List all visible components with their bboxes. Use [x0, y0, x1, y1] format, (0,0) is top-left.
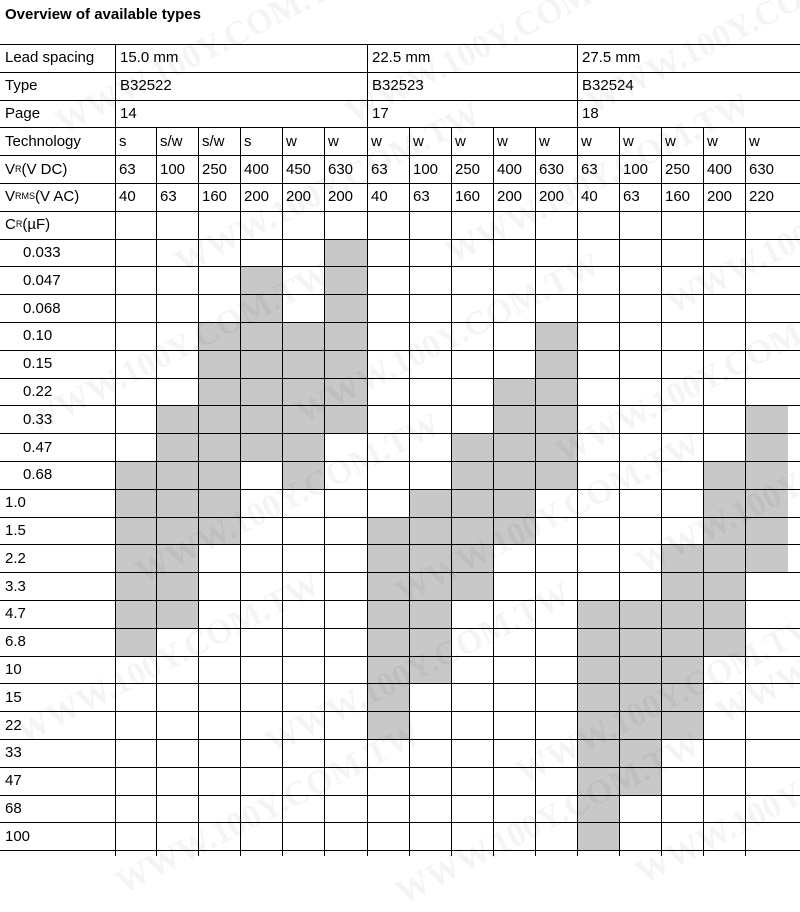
lead-spacing-label: Lead spacing [5, 49, 95, 67]
group-lead-spacing: 15.0 mm [120, 49, 179, 67]
capacitance-value: 0.033 [23, 243, 61, 261]
page-label: Page [5, 104, 41, 122]
group-type: B32523 [372, 77, 424, 95]
rated-voltage-cell: 630 [749, 160, 775, 178]
rms-voltage-label-unit: (V AC) [35, 188, 80, 206]
table-grid [0, 44, 800, 856]
technology-cell: w [665, 132, 676, 150]
rms-voltage-cell: 200 [707, 188, 733, 206]
rms-voltage-cell: 63 [413, 188, 430, 206]
rated-voltage-label-symbol: V [5, 160, 16, 178]
capacitance-value: 1.0 [5, 494, 26, 512]
rated-voltage-cell: 400 [497, 160, 523, 178]
capacitance-value: 15 [5, 688, 22, 706]
capacitance-value: 4.7 [5, 605, 26, 623]
rated-voltage-cell: 630 [328, 160, 354, 178]
capacitance-value: 3.3 [5, 577, 26, 595]
capacitance-value: 0.22 [23, 382, 53, 400]
technology-cell: w [328, 132, 339, 150]
technology-cell: w [539, 132, 550, 150]
capacitance-value: 0.068 [23, 299, 61, 317]
capacitance-value: 0.047 [23, 271, 61, 289]
capacitance-value: 2.2 [5, 549, 26, 567]
capacitance-value: 1.5 [5, 521, 26, 539]
rated-voltage-label-subscript: R [15, 163, 22, 174]
technology-cell: s [244, 132, 252, 150]
capacitance-value: 0.47 [23, 438, 53, 456]
rms-voltage-cell: 40 [371, 188, 388, 206]
group-lead-spacing: 22.5 mm [372, 49, 431, 67]
rated-voltage-cell: 250 [202, 160, 228, 178]
rms-voltage-label-symbol: V [5, 188, 16, 206]
page-title: Overview of available types [5, 6, 201, 23]
rated-voltage-cell: 450 [286, 160, 312, 178]
group-lead-spacing: 27.5 mm [582, 49, 641, 67]
technology-cell: w [623, 132, 634, 150]
capacitance-value: 100 [5, 827, 31, 845]
rms-voltage-cell: 160 [455, 188, 481, 206]
rms-voltage-cell: 40 [119, 188, 136, 206]
rated-voltage-cell: 250 [665, 160, 691, 178]
group-type: B32522 [120, 77, 172, 95]
capacitance-value: 33 [5, 744, 22, 762]
capacitance-value: 6.8 [5, 633, 26, 651]
capacitance-value: 10 [5, 660, 22, 678]
rms-voltage-cell: 200 [539, 188, 565, 206]
group-type: B32524 [582, 77, 634, 95]
types-overview-table [0, 44, 800, 856]
capacitance-value: 0.33 [23, 410, 53, 428]
technology-cell: w [413, 132, 424, 150]
technology-cell: s [119, 132, 127, 150]
rms-voltage-cell: 63 [160, 188, 177, 206]
capacitance-label-unit: (µF) [22, 216, 51, 234]
rated-voltage-cell: 400 [707, 160, 733, 178]
rated-voltage-cell: 250 [455, 160, 481, 178]
technology-cell: s/w [202, 132, 225, 150]
technology-label: Technology [5, 132, 81, 150]
technology-cell: w [707, 132, 718, 150]
technology-cell: w [581, 132, 592, 150]
group-page: 14 [120, 104, 137, 122]
rated-voltage-cell: 100 [160, 160, 186, 178]
rated-voltage-cell: 100 [623, 160, 649, 178]
technology-cell: w [749, 132, 760, 150]
rms-voltage-cell: 63 [623, 188, 640, 206]
rms-voltage-cell: 200 [328, 188, 354, 206]
technology-cell: w [455, 132, 466, 150]
type-label: Type [5, 77, 38, 95]
group-page: 17 [372, 104, 389, 122]
rms-voltage-cell: 200 [286, 188, 312, 206]
capacitance-value: 22 [5, 716, 22, 734]
rated-voltage-cell: 100 [413, 160, 439, 178]
group-page: 18 [582, 104, 599, 122]
technology-cell: w [371, 132, 382, 150]
rated-voltage-cell: 63 [371, 160, 388, 178]
capacitance-label-symbol: C [5, 216, 16, 234]
capacitance-value: 47 [5, 772, 22, 790]
rated-voltage-cell: 63 [119, 160, 136, 178]
rms-voltage-cell: 160 [665, 188, 691, 206]
rated-voltage-cell: 630 [539, 160, 565, 178]
capacitance-value: 0.15 [23, 355, 53, 373]
technology-cell: w [497, 132, 508, 150]
capacitance-label-subscript: R [15, 219, 23, 230]
rms-voltage-cell: 220 [749, 188, 775, 206]
technology-cell: w [286, 132, 297, 150]
capacitance-value: 68 [5, 799, 22, 817]
rms-voltage-cell: 40 [581, 188, 598, 206]
rated-voltage-cell: 400 [244, 160, 270, 178]
rated-voltage-cell: 63 [581, 160, 598, 178]
rms-voltage-cell: 200 [497, 188, 523, 206]
technology-cell: s/w [160, 132, 183, 150]
rms-voltage-cell: 200 [244, 188, 270, 206]
rms-voltage-cell: 160 [202, 188, 228, 206]
rms-voltage-label-subscript: RMS [15, 191, 36, 202]
capacitance-value: 0.68 [23, 466, 53, 484]
rated-voltage-label-unit: (V DC) [21, 160, 68, 178]
capacitance-value: 0.10 [23, 327, 53, 345]
